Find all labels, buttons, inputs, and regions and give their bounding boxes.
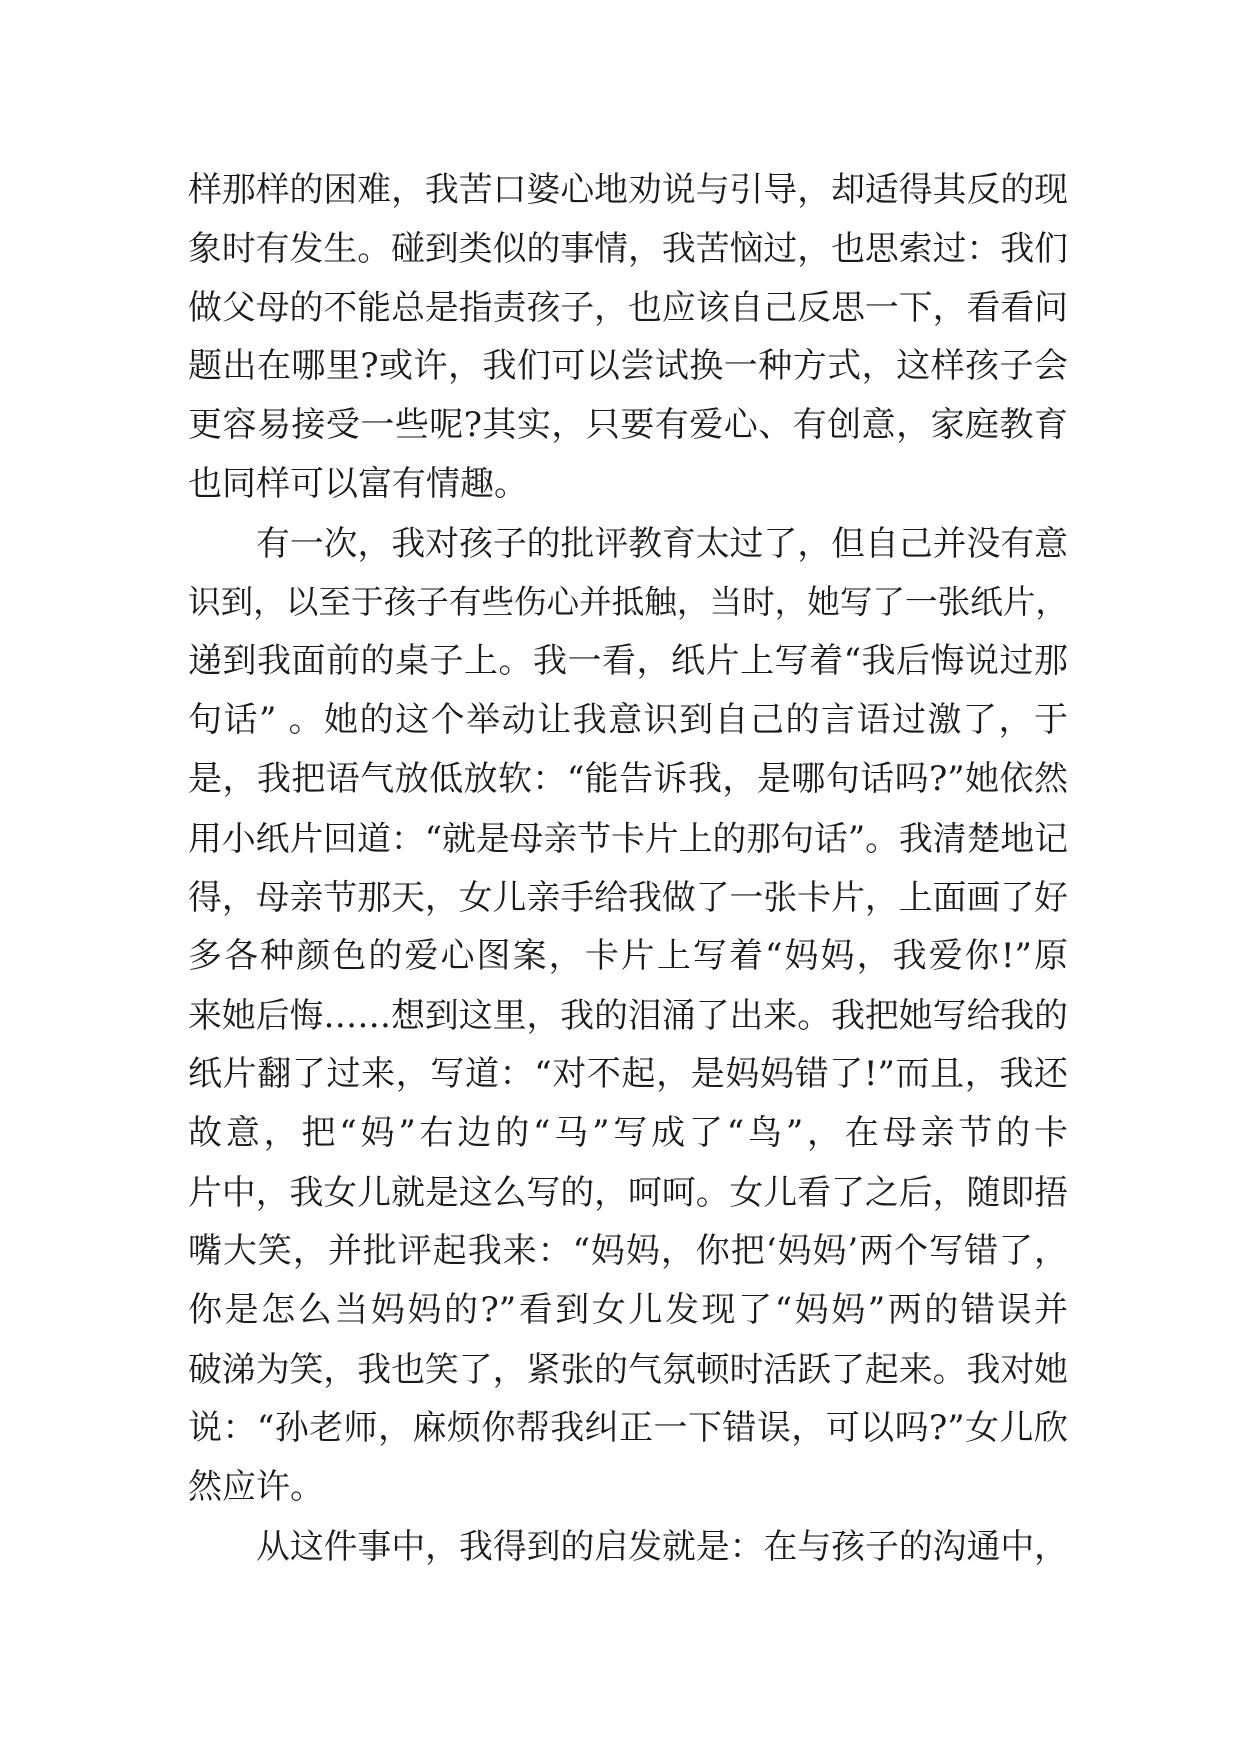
text-line: 识到，以至于孩子有些伤心并抵触，当时，她写了一张纸片，: [188, 583, 1068, 621]
text-line: 有一次，我对孩子的批评教育太过了，但自己并没有意: [256, 524, 1068, 563]
paragraph: [188, 514, 1068, 1517]
text-line: 是，我把语气放低放软：“能告诉我，是哪句话吗?”她依然: [188, 759, 1068, 799]
text-line: 破涕为笑，我也笑了，紧张的气氛顿时活跃了起来。我对她: [188, 1350, 1068, 1389]
text-line: 说：“孙老师，麻烦你帮我纠正一下错误，可以吗?”女儿欣: [188, 1408, 1068, 1448]
text-line: 然应许。: [188, 1467, 324, 1507]
text-line: 更容易接受一些呢?其实，只要有爱心、有创意，家庭教育: [188, 405, 1068, 445]
text-line: 嘴大笑，并批评起我来：“妈妈，你把‘妈妈’两个写错了，: [188, 1231, 1068, 1271]
text-line: 题出在哪里?或许，我们可以尝试换一种方式，这样孩子会: [188, 346, 1068, 386]
text-line: 来她后悔……想到这里，我的泪涌了出来。我把她写给我的: [188, 996, 1068, 1035]
text-line: 做父母的不能总是指责孩子，也应该自己反思一下，看看问: [188, 288, 1068, 327]
paragraph: [188, 1517, 1068, 1576]
document-body: [188, 160, 1068, 1576]
text-line: 故意，把“妈”右边的“马”写成了“鸟”，在母亲节的卡: [188, 1113, 1068, 1153]
text-line: 也同样可以富有情趣。: [188, 464, 528, 504]
text-line: 纸片翻了过来，写道：“对不起，是妈妈错了!”而且，我还: [188, 1054, 1068, 1094]
text-line: 得，母亲节那天，女儿亲手给我做了一张卡片，上面画了好: [188, 878, 1068, 917]
text-line: 片中，我女儿就是这么写的，呵呵。女儿看了之后，随即捂: [188, 1173, 1068, 1212]
text-line: 从这件事中，我得到的启发就是：在与孩子的沟通中，: [256, 1527, 1068, 1566]
text-line: 多各种颜色的爱心图案，卡片上写着“妈妈，我爱你!”原: [188, 936, 1068, 976]
text-line: 你是怎么当妈妈的?”看到女儿发现了“妈妈”两的错误并: [188, 1290, 1068, 1330]
text-line: 样那样的困难，我苦口婆心地劝说与引导，却适得其反的现: [188, 170, 1068, 209]
text-line: 象时有发生。碰到类似的事情，我苦恼过，也思索过：我们: [188, 229, 1068, 268]
paragraph: [188, 160, 1068, 514]
text-line: 用小纸片回道：“就是母亲节卡片上的那句话”。我清楚地记: [188, 819, 1068, 858]
text-line: 递到我面前的桌子上。我一看，纸片上写着“我后悔说过那: [188, 641, 1068, 681]
text-line: 句话” 。她的这个举动让我意识到自己的言语过激了，于: [188, 700, 1068, 740]
